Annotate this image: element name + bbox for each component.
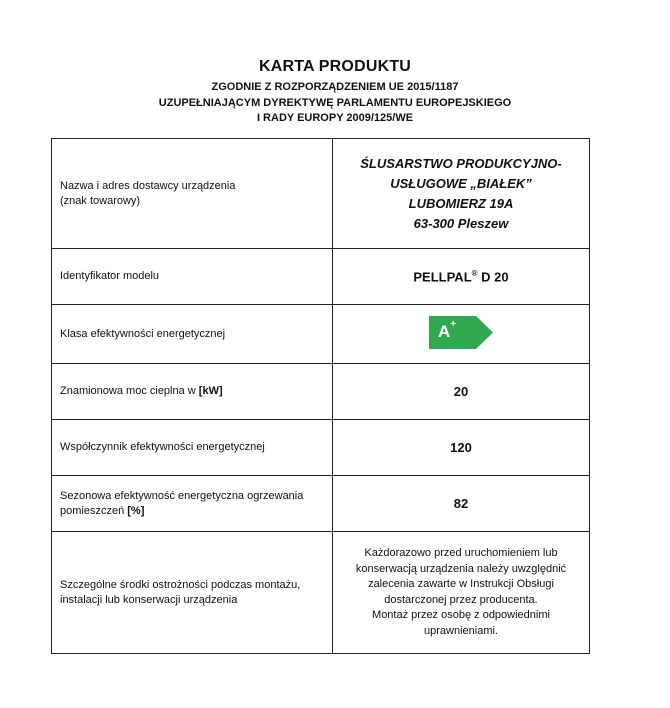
model-value — [333, 249, 590, 305]
table-row-rated-power — [52, 364, 590, 420]
efficiency-class-label: Klasa efektywności energetycznej — [52, 305, 333, 364]
table-row-efficiency-index — [52, 420, 590, 476]
document-header — [0, 58, 670, 127]
energy-class-plus: + — [450, 319, 457, 331]
rated-power-unit: [kW] — [198, 385, 223, 397]
model-name: PELLPAL — [413, 269, 472, 285]
precautions-text-line-5: Montaż przez osobę z odpowiednimi — [372, 609, 550, 621]
seasonal-efficiency-label-cell — [52, 476, 333, 532]
supplier-value-cell — [333, 139, 590, 249]
regulation-line-1: ZGODNIE Z ROZPORZĄDZENIEM UE 2015/1187 — [211, 81, 459, 93]
supplier-address-line-1: LUBOMIERZ 19A — [408, 195, 514, 211]
product-card-table — [51, 138, 590, 654]
energy-class-text — [438, 319, 457, 342]
table-row-precautions — [52, 532, 590, 654]
efficiency-class-value-cell — [333, 305, 590, 364]
precautions-text-line-6: uprawnieniami. — [424, 624, 498, 637]
energy-class-letter: A — [438, 322, 451, 341]
table-row-efficiency-class — [52, 305, 590, 364]
supplier-label-note: (znak towarowy) — [60, 194, 141, 207]
precautions-label-cell — [52, 532, 333, 654]
model-label: Identyfikator modelu — [52, 249, 333, 305]
rated-power-value: 20 — [333, 364, 590, 420]
seasonal-efficiency-value: 82 — [333, 476, 590, 532]
rated-power-label-text: Znamionowa moc cieplna w — [60, 385, 199, 397]
precautions-text-line-2: konserwacją urządzenia należy uwzględnić — [355, 562, 567, 575]
regulation-line-2: UZUPEŁNIAJĄCYM DYREKTYWĘ PARLAMENTU EUROPEJSKIEGO — [158, 96, 512, 109]
energy-class-arrow-icon — [429, 316, 493, 349]
model-suffix: D 20 — [477, 269, 509, 285]
supplier-name-line-2: USŁUGOWE „BIAŁEK” — [390, 175, 532, 191]
seasonal-efficiency-label-line-1: Sezonowa efektywność energetyczna ogrzewania — [60, 489, 304, 502]
supplier-label-cell — [52, 139, 333, 249]
registered-mark: ® — [471, 268, 478, 278]
precautions-text-line-3: zalecenia zawarte w Instrukcji Obsługi — [368, 578, 554, 590]
seasonal-efficiency-label-text: pomieszczeń — [60, 504, 128, 517]
precautions-value-cell — [333, 532, 590, 654]
seasonal-efficiency-unit: [%] — [127, 504, 145, 517]
seasonal-efficiency-label-line-2 — [60, 504, 326, 519]
rated-power-label — [52, 364, 333, 420]
supplier-label: Nazwa i adres dostawcy urządzenia — [60, 179, 236, 192]
table-row-seasonal-efficiency — [52, 476, 590, 532]
document-title: KARTA PRODUKTU — [258, 58, 412, 75]
supplier-name-line-1: ŚLUSARSTWO PRODUKCYJNO- — [360, 155, 562, 171]
table-row-supplier — [52, 139, 590, 249]
efficiency-index-label: Współczynnik efektywności energetycznej — [52, 420, 333, 476]
precautions-text-line-1: Każdorazowo przed uruchomieniem lub — [364, 547, 558, 559]
regulation-line-3: I RADY EUROPY 2009/125/WE — [256, 112, 414, 124]
precautions-label-line-2: instalacji lub konserwacji urządzenia — [60, 593, 238, 606]
table-row-model — [52, 249, 590, 305]
precautions-text-line-4: dostarczonej przez producenta. — [384, 593, 538, 606]
supplier-address-line-2: 63-300 Pleszew — [413, 215, 509, 231]
efficiency-index-value: 120 — [333, 420, 590, 476]
precautions-label-line-1: Szczególne środki ostrożności podczas montażu, — [60, 578, 301, 591]
